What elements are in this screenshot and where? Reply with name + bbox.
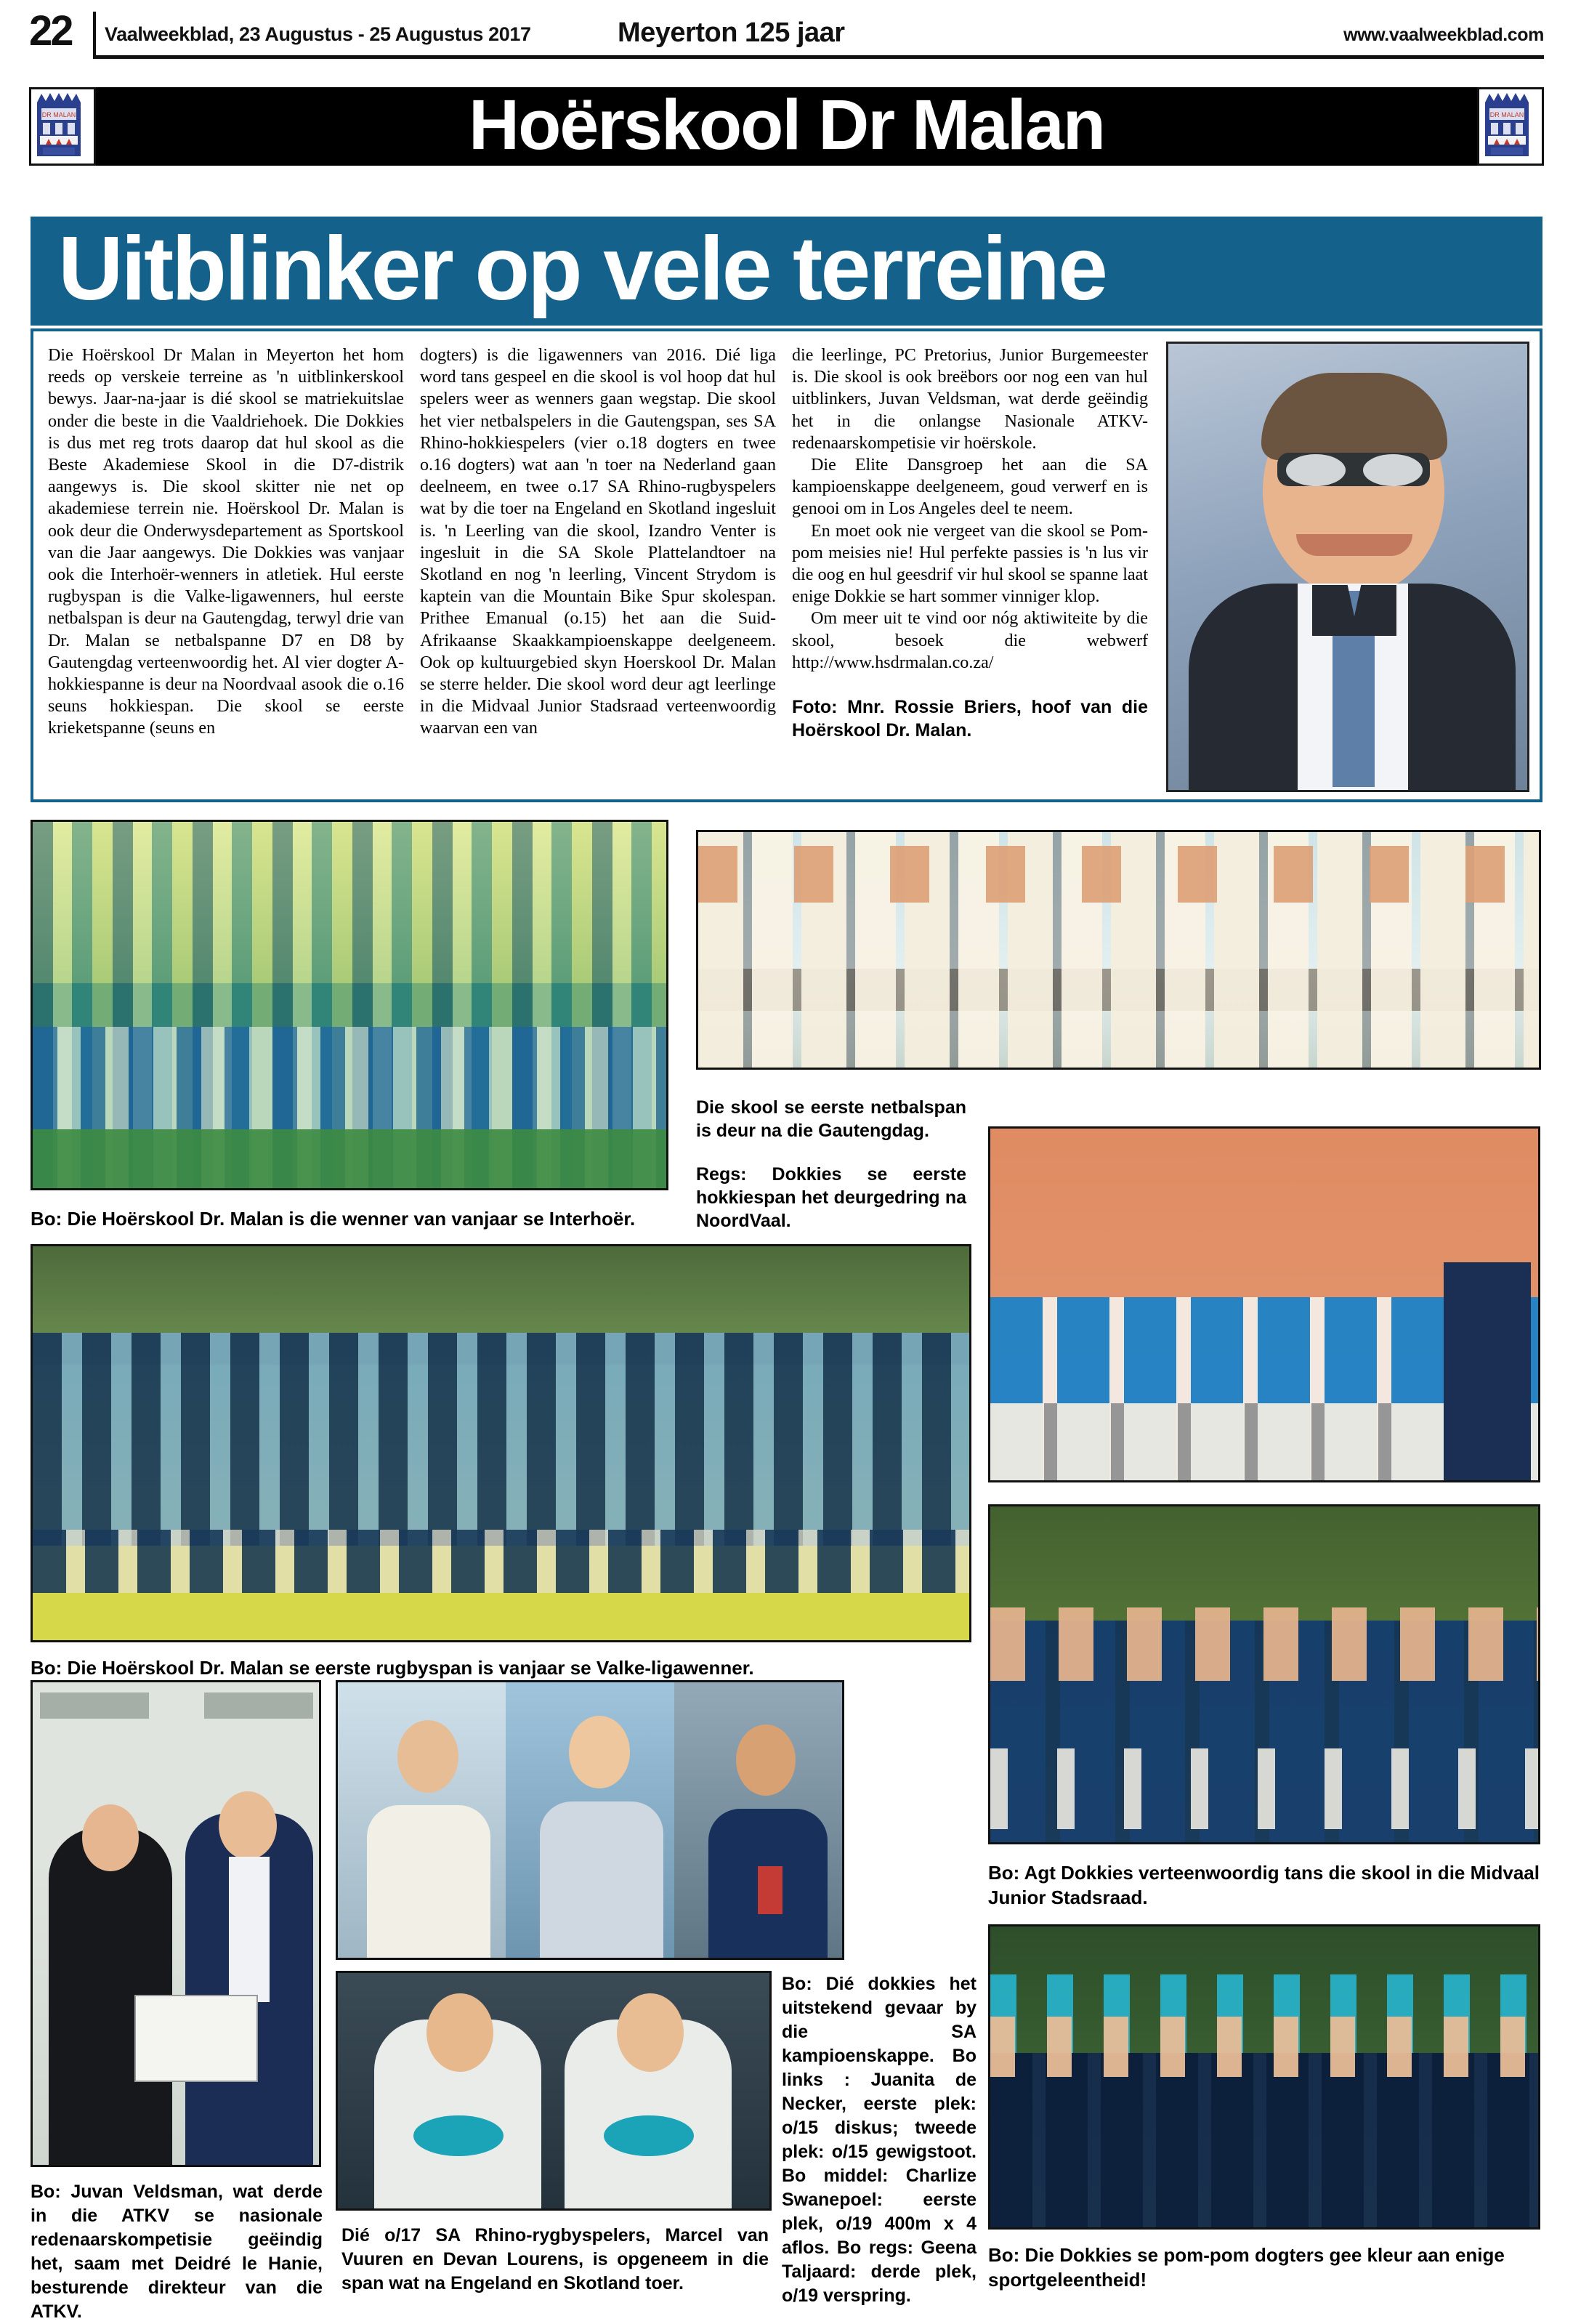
article-paragraph: die leerlinge, PC Pretorius, Junior Burgemeester is. Die skool is ook breëbors oor nog een van hul uitblinkers, Juvan Veldsman, wat derde geëindig het in die onlangse Nasionale ATKV-redenaarskompetisie vir hoërskole. <box>792 346 1148 453</box>
caption-hockey: Regs: Dokkies se eerste hokkiespan het deurgedring na NoordVaal. <box>696 1164 966 1231</box>
rugby-first-team-photo <box>31 1244 971 1642</box>
rhino-rugby-pair-photo <box>336 1971 772 2211</box>
article-paragraph: Die Elite Dansgroep het aan die SA kampioenskappe deelgeneem, goud verwerf en is genooi om in Los Angeles deel te neem. <box>792 456 1148 519</box>
publication-date: Vaalweekblad, 23 Augustus - 25 Augustus 2017 <box>105 23 531 45</box>
interhoer-group-photo <box>31 820 668 1190</box>
article-column-1 <box>48 344 404 740</box>
caption-netball: Die skool se eerste netbalspan is deur na die Gautengdag. <box>696 1097 966 1141</box>
masthead-divider <box>93 12 96 57</box>
caption-stadsraad: Bo: Agt Dokkies verteenwoordig tans die skool in die Midvaal Junior Stadsraad. <box>988 1862 1540 1908</box>
caption-rhino-rugby: Dié o/17 SA Rhino-rygbyspelers, Marcel van Vuuren en Devan Lourens, is opgeneem in die span wat na Engeland en Skotland toer. <box>341 2225 769 2293</box>
school-name: Hoërskool Dr Malan <box>469 85 1104 164</box>
headshot-photo-credit: Foto: Mnr. Rossie Briers, hoof van die Hoërskool Dr. Malan. <box>792 697 1148 741</box>
school-crest-left-icon <box>29 87 96 166</box>
headline-band <box>31 217 1542 326</box>
caption-athletics: Bo: Dié dokkies het uitstekend gevaar by die SA kampioenskappe. Bo links : Juanita de Necker, eerste plek: o/15 diskus; tweede plek: o/15 gewigstoot. Bo middel: Charlize Swanepoel: eerste plek, o/19 400m x 4 aflos. Bo regs: Geena Taljaard: derde plek, o/19 verspring. <box>782 1974 976 2306</box>
article-paragraph: dogters) is die ligawenners van 2016. Dié liga word tans gespeel en die skool is vol hoop dat hul spelers weer as wenners gaan wegstap. Die skool het vier netbalspelers in die Gautengspan, ses SA Rhino-hokkiespelers (vier o.18 dogters en twee o.16 dogters) wat aan 'n toer na Nederland gaan deelneem, en twee o.17 SA Rhino-rugbyspelers wat by die toer na Engeland en Skotland ingesluit is. 'n Leerling van die skool, Izandro Venter is ingesluit in die SA Skole Plattelandtoer na Skotland en nog 'n leerling, Vincent Strydom is kaptein van die Mountain Bike Spur skolespan. Prithee Emanual (o.15) het aan die Suid-Afrikaanse Skaakkampioenskappe deelgeneem. Ook op kultuurgebied skyn Hoerskool Dr. Malan se sterre helder. Die skool word deur agt leerlinge in die Midvaal Junior Stadsraad verteenwoordig waarvan een van <box>420 346 776 738</box>
caption-veldsman: Bo: Juvan Veldsman, wat derde in die ATKV se nasionale redenaarskompetisie geëindig het, saam met Deidré le Hanie, besturende direkteur van die ATKV. <box>31 2182 323 2322</box>
netball-first-team-photo <box>696 830 1541 1070</box>
page-number: 22 <box>29 7 72 55</box>
caption-interhoer: Bo: Die Hoërskool Dr. Malan is die wenner van vanjaar se Interhoër. <box>31 1208 636 1230</box>
article-paragraph: Om meer uit te vind oor nóg aktiwiteite by die skool, besoek die webwerf http://www.hsdrmalan.co.za/ <box>792 609 1148 672</box>
masthead-bottom-rule <box>93 55 1544 59</box>
masthead <box>29 7 1544 65</box>
caption-rugby: Bo: Die Hoërskool Dr. Malan se eerste rugbyspan is vanjaar se Valke-ligawenner. <box>31 1657 754 1679</box>
article-column-2 <box>420 344 776 740</box>
article-paragraph: En moet ook nie vergeet van die skool se Pom-pom meisies nie! Hul perfekte passies is 'n lus vir die oog en hul geesdrif vir hul skool se spanne laat enige Dokkie se hart sommer vinniger klop. <box>792 521 1148 607</box>
svg-text:DR MALAN: DR MALAN <box>1489 111 1524 118</box>
page-headline: Uitblinker op vele terreine <box>58 219 1106 319</box>
athletics-trio-photo <box>336 1680 844 1960</box>
headmaster-portrait-photo <box>1166 342 1529 792</box>
article-column-3 <box>792 344 1148 742</box>
masthead-center-text: Meyerton 125 jaar <box>618 17 845 48</box>
article-box <box>31 328 1542 802</box>
website-url[interactable]: www.vaalweekblad.com <box>1343 25 1544 45</box>
caption-pompom: Bo: Die Dokkies se pom-pom dogters gee kleur aan enige sportgeleentheid! <box>988 2244 1505 2291</box>
pompom-girls-photo <box>988 1924 1540 2230</box>
veldsman-award-photo <box>31 1680 321 2167</box>
midvaal-junior-council-photo <box>988 1504 1540 1844</box>
school-crest-right-icon <box>1477 87 1544 166</box>
svg-text:DR MALAN: DR MALAN <box>41 111 76 118</box>
hockey-first-team-photo <box>988 1126 1540 1482</box>
school-name-bar <box>29 87 1544 166</box>
article-paragraph: Die Hoërskool Dr Malan in Meyerton het hom reeds op verskeie terreine as 'n uitblinkerskool bewys. Jaar-na-jaar is dié skool se matriekuitslae onder die beste in die Vaaldriehoek. Die Dokkies is dus met reg trots daarop dat hul skool as die Beste Akademiese Skool in die D7-distrik aangewys is. Die skool skitter nie net op akademiese terrein nie. Hoërskool Dr. Malan is ook deur die Onderwysdepartement as Sportskool van die Jaar aangewys. Die Dokkies was vanjaar ook die Interhoër-wenners in atletiek. Hul eerste rugbyspan is die Valke-ligawenners, hul eerste netbalspan is deur na Gautengdag, terwyl drie van Dr. Malan se netbalspanne D7 en D8 by Gautengdag verteenwoordig het. Al vier dogter A-hokkiespanne is deur na Noordvaal asook die o.16 seuns hokkiespan. Die skool se eerste krieketspanne (seuns en <box>48 346 404 738</box>
